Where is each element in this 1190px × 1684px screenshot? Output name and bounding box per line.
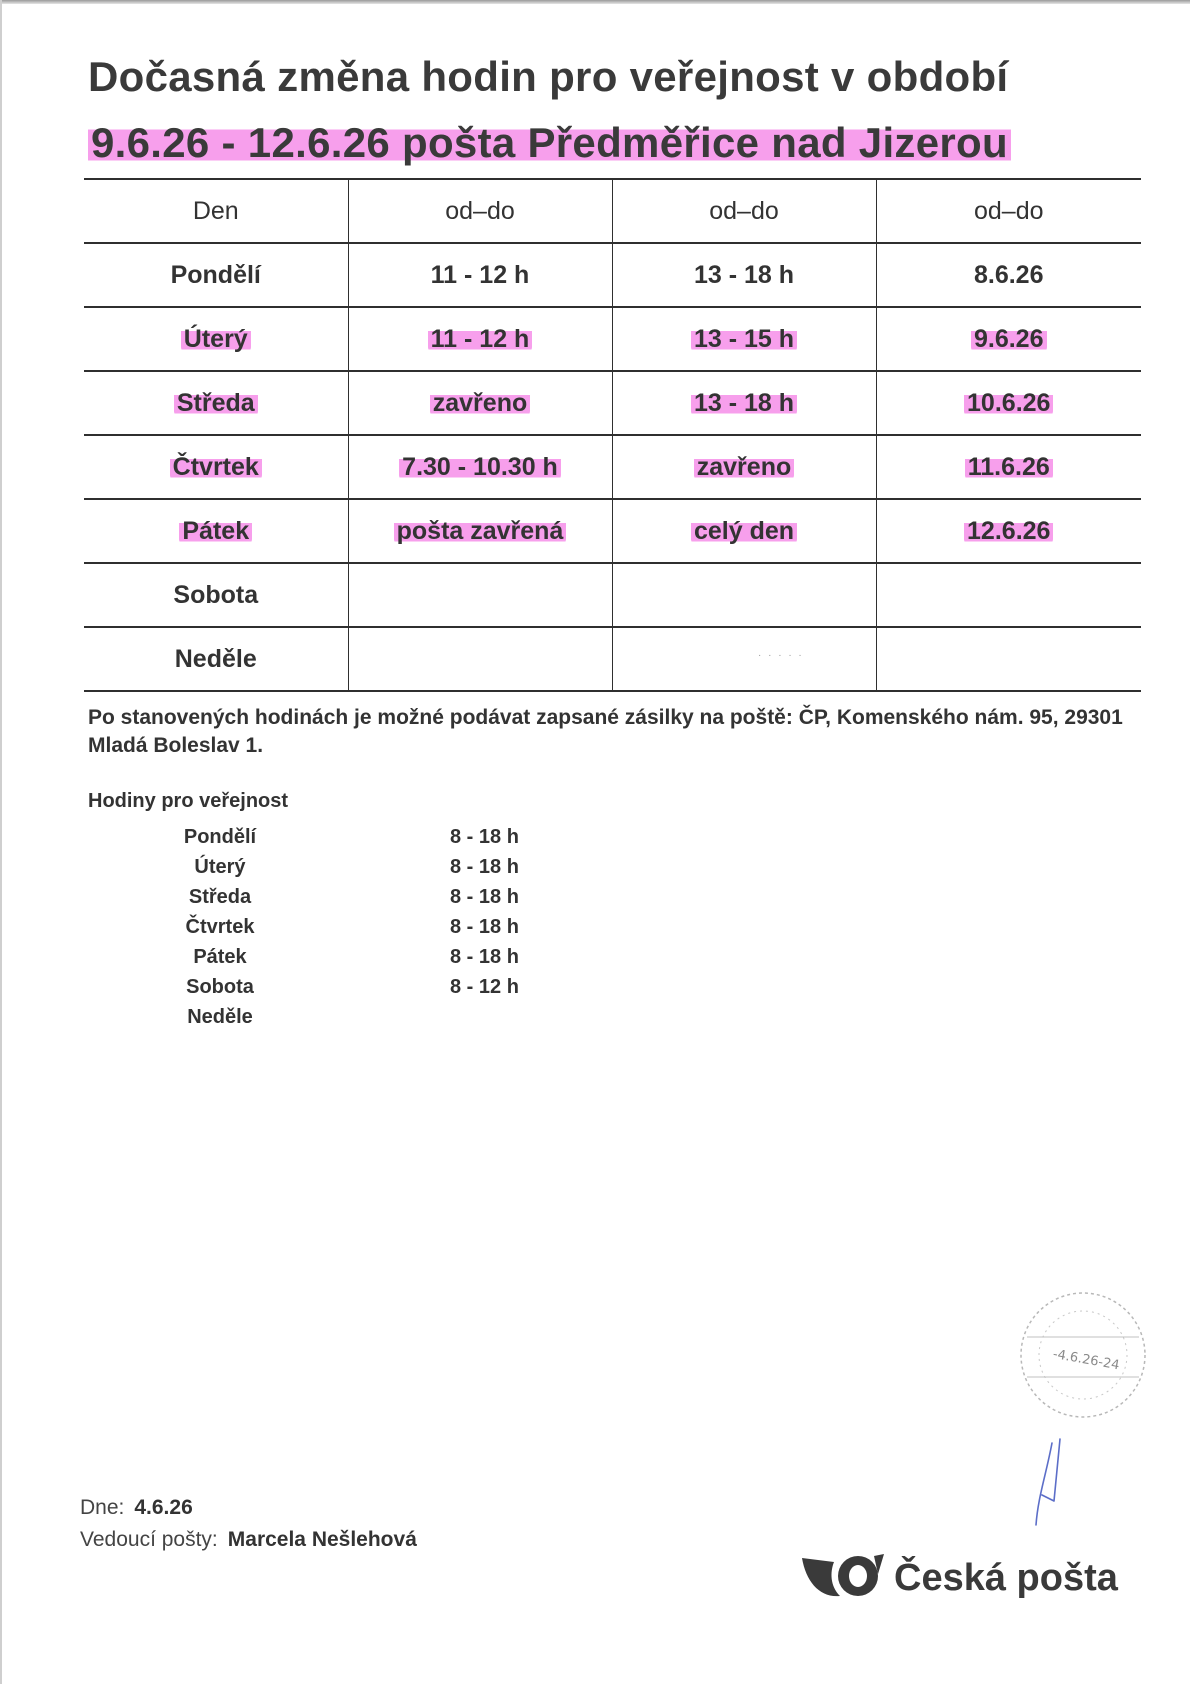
hours-day: Středa <box>188 885 252 908</box>
table-cell <box>348 371 612 435</box>
table-row <box>84 499 1141 563</box>
table-cell <box>876 435 1141 499</box>
table-header-row <box>84 179 1141 243</box>
table-cell <box>876 371 1141 435</box>
scan-top-edge <box>0 0 1190 4</box>
table-cell <box>612 435 876 499</box>
table-cell <box>84 371 348 435</box>
table-cell <box>876 307 1141 371</box>
table-cell <box>876 499 1141 563</box>
hours-time: 8 - 18 h <box>450 825 519 848</box>
table-row <box>84 627 1141 691</box>
date-line <box>80 1496 193 1520</box>
table-cell <box>348 435 612 499</box>
cell-text: 11 - 12 h <box>430 260 530 289</box>
hours-time: 8 - 18 h <box>450 945 519 968</box>
cell-text: Sobota <box>173 580 259 609</box>
post-horn-icon <box>800 1552 884 1604</box>
schedule-table <box>84 178 1141 692</box>
cell-text: Pátek <box>179 517 252 545</box>
manager-label: Vedoucí pošty: <box>80 1528 218 1551</box>
regular-hours-title: Hodiny pro veřejnost <box>88 790 289 812</box>
header-od-do-1: od–do <box>348 179 612 243</box>
header-den: Den <box>84 179 348 243</box>
cell-text: 13 - 18 h <box>693 260 795 289</box>
cell-text: Středa <box>174 389 258 417</box>
hours-time: 8 - 18 h <box>450 915 519 938</box>
cell-text: 13 - 15 h <box>691 325 797 353</box>
manager-value: Marcela Nešlehová <box>227 1528 417 1551</box>
cell-text: celý den <box>691 517 797 545</box>
table-cell <box>84 627 348 691</box>
list-item <box>150 882 519 912</box>
date-value: 4.6.26 <box>134 1496 193 1519</box>
cell-text: 10.6.26 <box>964 389 1053 417</box>
scan-smudge: · · · · · <box>758 650 804 661</box>
hours-day: Pátek <box>193 945 247 968</box>
cell-text: 13 - 18 h <box>691 389 797 417</box>
scan-left-edge <box>0 0 2 1684</box>
ceska-posta-logo <box>800 1552 1118 1604</box>
cell-text: Pondělí <box>170 260 261 289</box>
header-od-do-3: od–do <box>876 179 1141 243</box>
table-cell <box>84 243 348 307</box>
date-label: Dne: <box>80 1496 125 1519</box>
title-line-1: Dočasná změna hodin pro veřejnost v období <box>88 53 1009 100</box>
cell-text: zavřeno <box>694 453 794 481</box>
stamp-date: -4.6.26-24 <box>1051 1346 1121 1374</box>
table-cell <box>612 563 876 627</box>
cell-text: 8.6.26 <box>973 260 1044 289</box>
cell-text: Neděle <box>174 644 257 673</box>
list-item <box>150 972 519 1002</box>
cell-text: 12.6.26 <box>964 517 1053 545</box>
table-cell <box>876 563 1141 627</box>
list-item <box>150 1002 519 1032</box>
cell-text: 11.6.26 <box>965 453 1053 481</box>
cell-text: 7.30 - 10.30 h <box>399 453 561 481</box>
table-cell <box>612 499 876 563</box>
post-office-stamp <box>1005 1285 1155 1425</box>
table-cell <box>612 307 876 371</box>
table-cell <box>84 307 348 371</box>
list-item <box>150 942 519 972</box>
cell-text: pošta zavřená <box>394 517 567 545</box>
title-line-2 <box>88 110 1148 176</box>
table-cell <box>348 627 612 691</box>
table-cell <box>84 499 348 563</box>
list-item <box>150 822 519 852</box>
hours-day: Neděle <box>187 1005 253 1028</box>
table-cell <box>348 307 612 371</box>
cell-text: zavřeno <box>430 389 530 417</box>
title-highlight: 9.6.26 - 12.6.26 pošta Předměřice nad Jizerou <box>88 119 1011 166</box>
hours-day: Sobota <box>186 975 254 998</box>
signature <box>1030 1435 1090 1535</box>
table-row <box>84 243 1141 307</box>
table-cell <box>612 243 876 307</box>
table-cell <box>612 371 876 435</box>
alternative-post-office-note: Po stanovených hodinách je možné podávat zapsané zásilky na poště: ČP, Komenského nám. 95, 29301 Mladá Boleslav 1. <box>88 706 1123 757</box>
logo-text: Česká pošta <box>894 1556 1118 1599</box>
table-row <box>84 563 1141 627</box>
cell-text: Úterý <box>181 325 251 353</box>
table-cell <box>348 243 612 307</box>
hours-day: Pondělí <box>183 825 257 848</box>
regular-hours-list <box>150 822 519 1032</box>
cell-text: 11 - 12 h <box>428 325 533 353</box>
list-item <box>150 912 519 942</box>
cell-text: Čtvrtek <box>170 453 262 481</box>
hours-day: Čtvrtek <box>185 915 255 938</box>
list-item <box>150 852 519 882</box>
table-cell <box>348 499 612 563</box>
table-cell <box>84 435 348 499</box>
hours-day: Úterý <box>194 855 246 878</box>
table-cell <box>876 627 1141 691</box>
notice-title <box>88 44 1148 176</box>
table-cell <box>348 563 612 627</box>
table-row <box>84 307 1141 371</box>
hours-time: 8 - 18 h <box>450 885 519 908</box>
manager-line <box>80 1528 417 1552</box>
header-od-do-2: od–do <box>612 179 876 243</box>
table-cell <box>612 627 876 691</box>
table-row <box>84 435 1141 499</box>
table-cell <box>876 243 1141 307</box>
table-cell <box>84 563 348 627</box>
cell-text: 9.6.26 <box>971 325 1047 353</box>
hours-time: 8 - 12 h <box>450 975 519 998</box>
table-row <box>84 371 1141 435</box>
hours-time: 8 - 18 h <box>450 855 519 878</box>
